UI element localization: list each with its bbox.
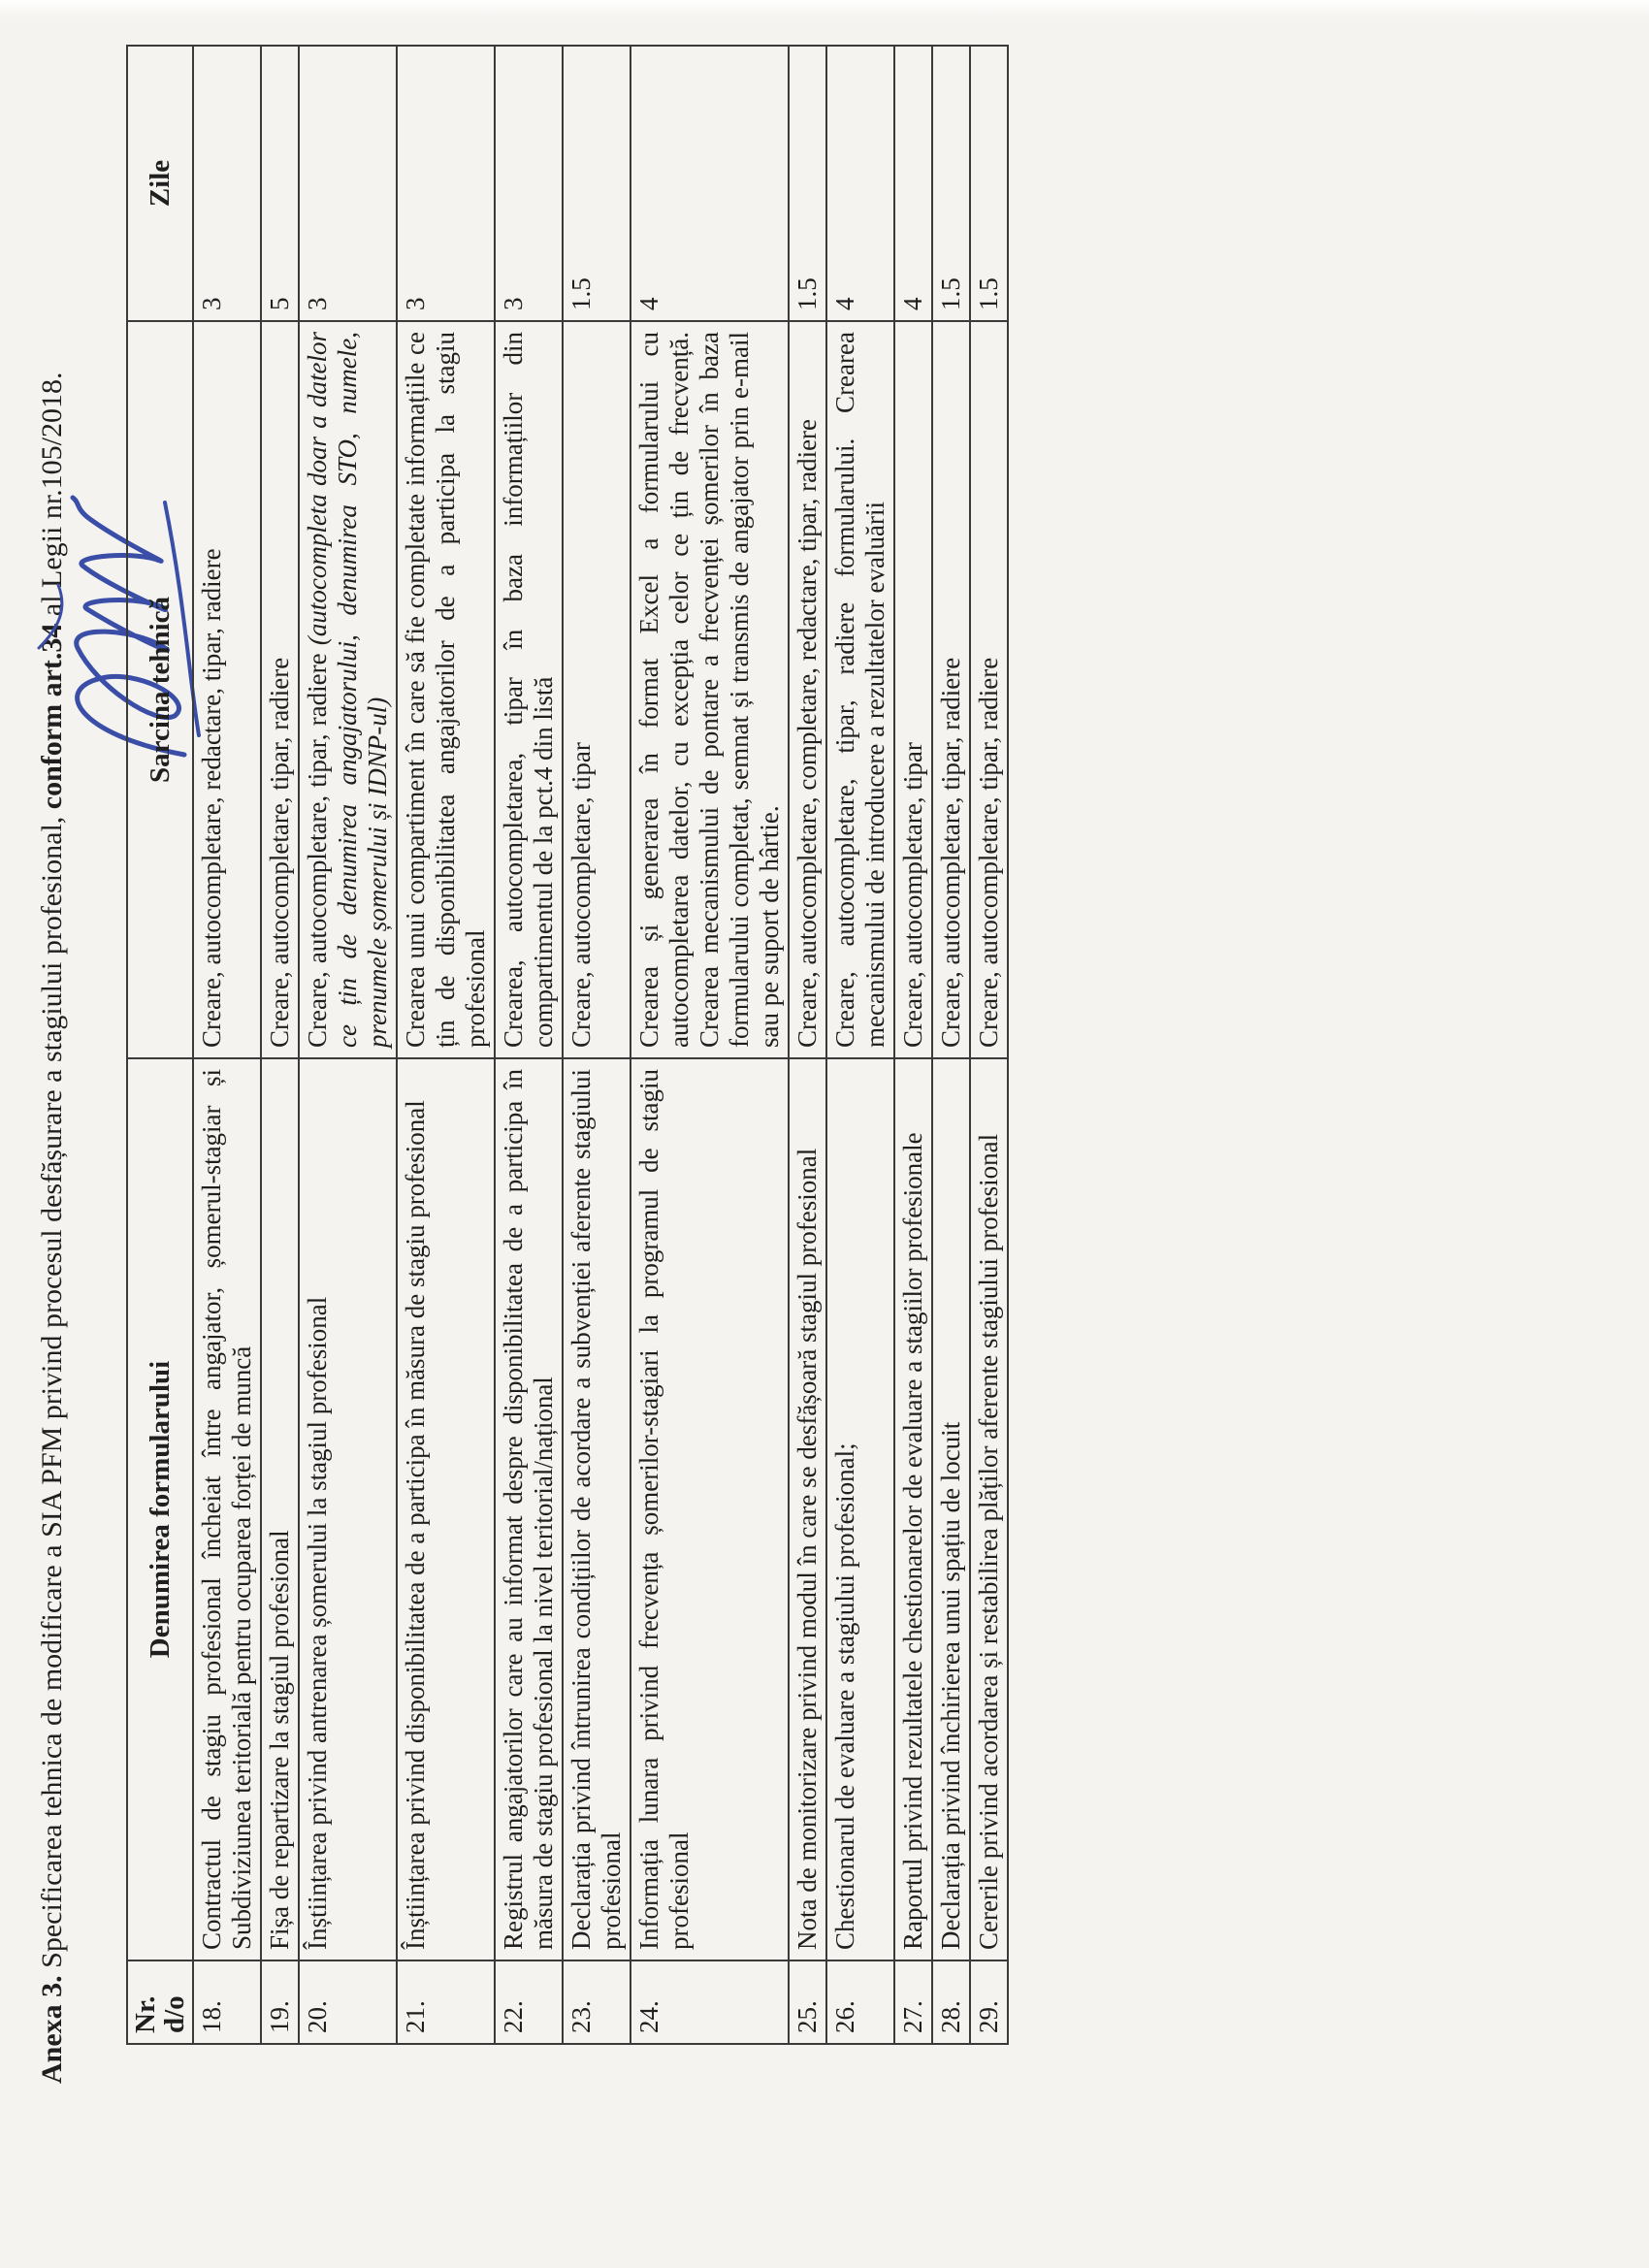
row-nr: 18. <box>193 1960 261 2044</box>
row-nr: 22. <box>495 1960 563 2044</box>
row-denumirea: Declarația privind întrunirea condițiilor de acordare a subvenției aferente stagiului profesional <box>563 1058 630 1960</box>
row-sarcina <box>299 321 397 1058</box>
table-row <box>193 46 261 2044</box>
row-nr: 19. <box>261 1960 299 2044</box>
row-denumirea: Înștiințarea privind antrenarea șomerului la stagiul profesional <box>299 1058 397 1960</box>
header-nr: Nr. d/o <box>127 1960 193 2044</box>
table-row <box>932 46 970 2044</box>
row-sarcina <box>261 321 299 1058</box>
row-zile: 3 <box>193 46 261 321</box>
table-row <box>630 46 789 2044</box>
row-sarcina <box>894 321 932 1058</box>
row-nr: 28. <box>932 1960 970 2044</box>
header-sarcina: Sarcina tehnică <box>127 321 193 1058</box>
row-nr: 26. <box>826 1960 894 2044</box>
row-sarcina <box>932 321 970 1058</box>
row-denumirea: Înștiințarea privind disponibilitatea de a participa în măsura de stagiu profesional <box>397 1058 495 1960</box>
row-denumirea: Fișa de repartizare la stagiul profesional <box>261 1058 299 1960</box>
row-nr: 29. <box>970 1960 1008 2044</box>
row-sarcina-text: Creare, autocompletare, tipar <box>898 742 927 1048</box>
row-sarcina-text: Creare, autocompletare, tipar, radiere <box>265 657 294 1048</box>
table-row <box>970 46 1008 2044</box>
row-sarcina-text: Creare, autocompletare, redactare, tipar, radiere <box>197 548 226 1048</box>
row-zile: 5 <box>261 46 299 321</box>
row-sarcina-text: Crearea, autocompletarea, tipar în baza informațiilor din compartimentul de la pct.4 din listă <box>499 332 558 1048</box>
table-header-row <box>127 46 193 2044</box>
row-denumirea: Nota de monitorizare privind modul în care se desfășoară stagiul profesional <box>789 1058 826 1960</box>
row-zile: 4 <box>826 46 894 321</box>
row-denumirea: Contractul de stagiu profesional încheiat între angajator, șomerul-stagiar și Subdiviziunea teritorială pentru ocuparea forței de muncă <box>193 1058 261 1960</box>
row-zile: 1.5 <box>970 46 1008 321</box>
row-sarcina-text: Crearea unui compartiment în care să fie completate informațiile ce țin de disponibilitatea angajatorilor de a participa la stagiu profesional <box>401 332 490 1048</box>
row-nr: 23. <box>563 1960 630 2044</box>
row-sarcina-text: Creare, autocompletare, tipar, radiere formularului. Crearea mecanismului de introducere a rezultatelor evaluării <box>830 332 889 1048</box>
row-nr: 21. <box>397 1960 495 2044</box>
header-denumirea: Denumirea formularului <box>127 1058 193 1960</box>
row-sarcina <box>193 321 261 1058</box>
table-row <box>789 46 826 2044</box>
row-sarcina-text: Creare, autocompletare, tipar <box>566 742 596 1048</box>
header-zile: Zile <box>127 46 193 321</box>
row-zile: 1.5 <box>563 46 630 321</box>
specification-table <box>126 45 1009 2045</box>
row-zile: 3 <box>397 46 495 321</box>
row-denumirea: Registrul angajatorilor care au informat despre disponibilitatea de a participa în măsura de stagiu profesional la nivel teritorial/național <box>495 1058 563 1960</box>
row-zile: 1.5 <box>932 46 970 321</box>
row-denumirea: Declarația privind închirierea unui spațiu de locuit <box>932 1058 970 1960</box>
row-sarcina <box>630 321 789 1058</box>
row-sarcina <box>789 321 826 1058</box>
row-sarcina <box>826 321 894 1058</box>
row-zile: 4 <box>894 46 932 321</box>
row-nr: 24. <box>630 1960 789 2044</box>
table-row <box>826 46 894 2044</box>
title-law-ref: al Legii nr.105/2018. <box>36 372 68 624</box>
table-row <box>397 46 495 2044</box>
row-zile: 1.5 <box>789 46 826 321</box>
document-title <box>35 47 70 2084</box>
table-row <box>299 46 397 2044</box>
row-sarcina <box>970 321 1008 1058</box>
row-sarcina <box>563 321 630 1058</box>
table-row <box>563 46 630 2044</box>
title-annex-label: Anexa 3. <box>36 1975 68 2084</box>
row-sarcina-text: Creare, autocompletare, tipar, radiere <box>303 645 332 1048</box>
row-sarcina <box>397 321 495 1058</box>
table-row <box>261 46 299 2044</box>
row-denumirea: Cererile privind acordarea și restabilirea plăților aferente stagiului profesional <box>970 1058 1008 1960</box>
row-sarcina <box>495 321 563 1058</box>
row-nr: 27. <box>894 1960 932 2044</box>
row-denumirea: Informația lunara privind frecvența șomerilor-stagiari la programul de stagiu profesional <box>630 1058 789 1960</box>
row-nr: 25. <box>789 1960 826 2044</box>
title-text: Specificarea tehnica de modificare a SIA PFM privind procesul desfășurare a stagiului profesional, <box>36 809 68 1976</box>
row-zile: 3 <box>495 46 563 321</box>
title-law-article: conform art.34 <box>36 623 68 810</box>
row-sarcina-text: Creare, autocompletare, completare, redactare, tipar, radiere <box>792 418 822 1048</box>
row-denumirea: Chestionarul de evaluare a stagiului profesional; <box>826 1058 894 1960</box>
row-sarcina-text: Creare, autocompletare, tipar, radiere <box>936 657 965 1048</box>
row-sarcina-note: (autocompleta doar a datelor ce țin de denumirea angajatorului, denumirea STO, numele, prenumele șomerului și IDNP-ul) <box>303 332 392 1048</box>
row-sarcina-text: Creare, autocompletare, tipar, radiere <box>974 657 1003 1048</box>
row-nr: 20. <box>299 1960 397 2044</box>
table-row <box>495 46 563 2044</box>
row-zile: 4 <box>630 46 789 321</box>
row-zile: 3 <box>299 46 397 321</box>
row-denumirea: Raportul privind rezultatele chestionarelor de evaluare a stagiilor profesionale <box>894 1058 932 1960</box>
row-sarcina-text: Crearea și generarea în format Excel a formularului cu autocompletarea datelor, cu excepția celor ce țin de frecvență. Crearea mecanismului de pontare a frecvenței șomerilor în baza formularului completat, semnat și transmis de angajator prin e-mail sau pe suport de hârtie. <box>634 332 784 1048</box>
table-row <box>894 46 932 2044</box>
